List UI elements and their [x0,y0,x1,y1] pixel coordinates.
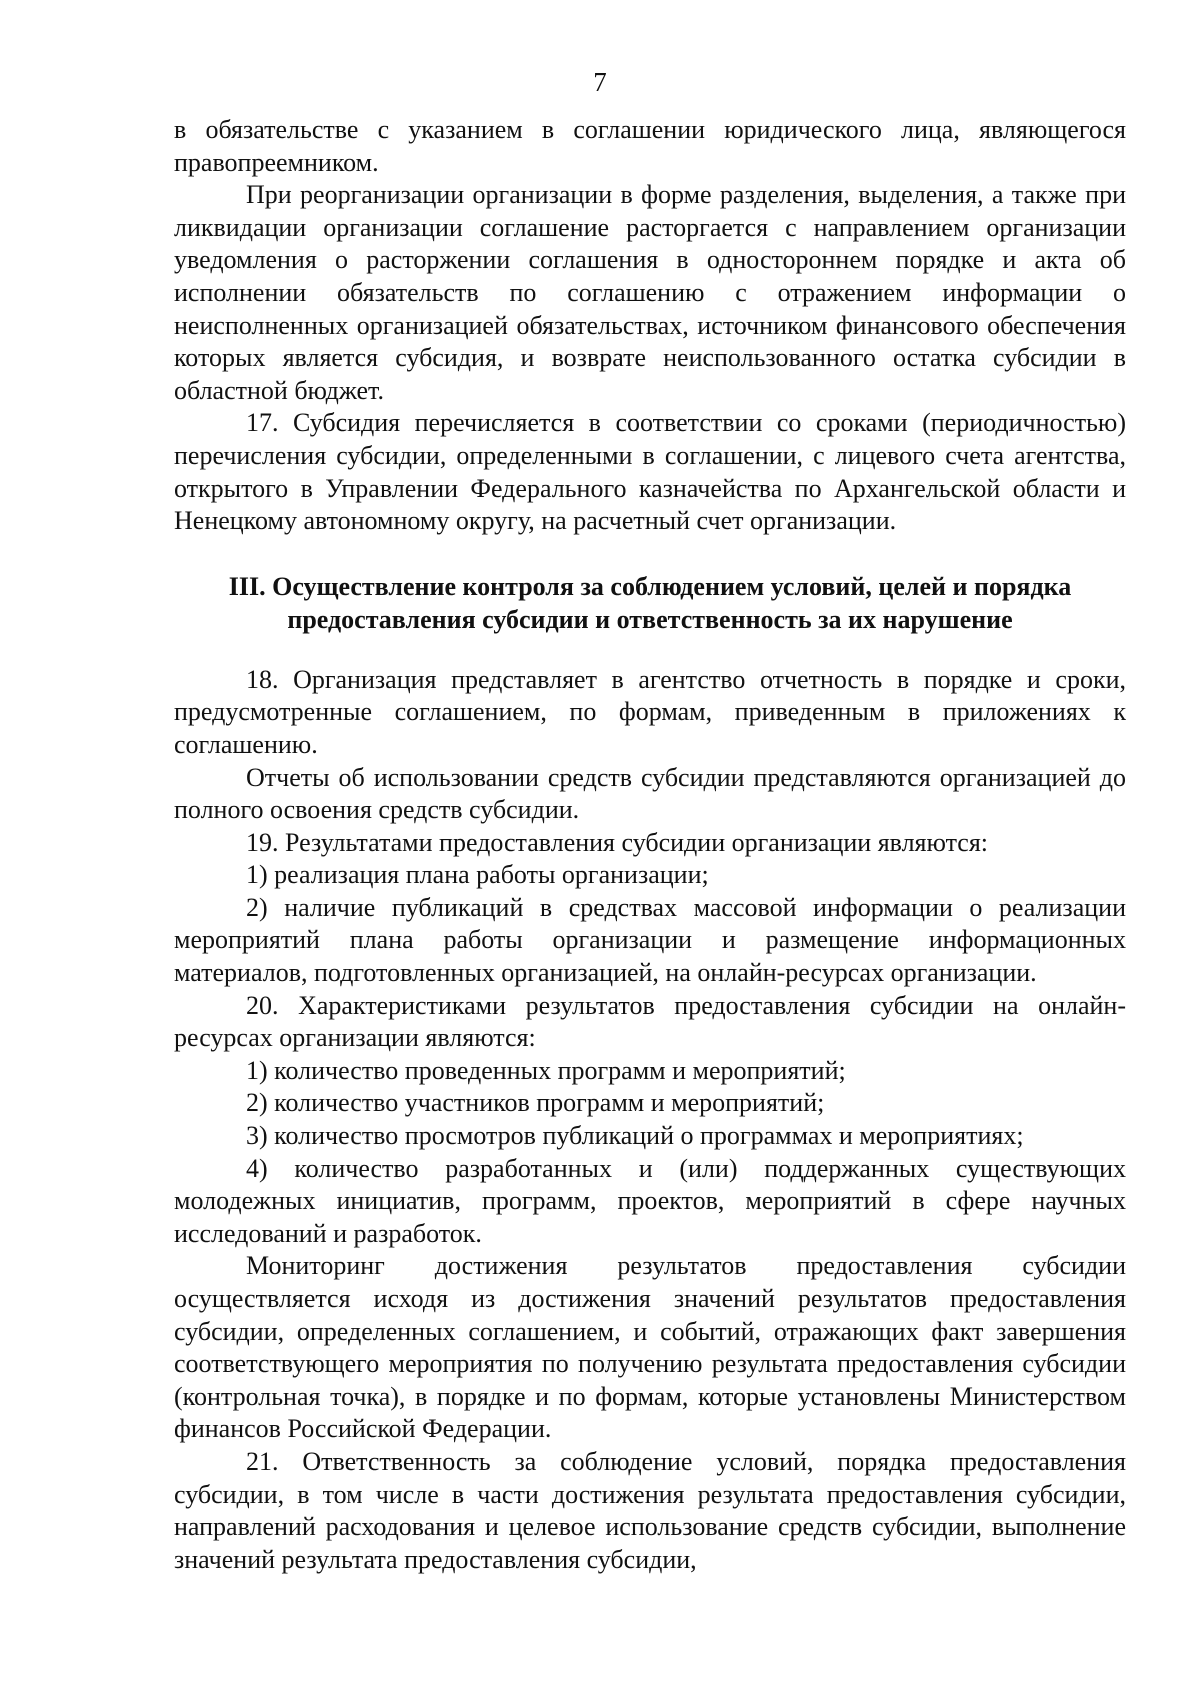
paragraph-20: 20. Характеристиками результатов предоставления субсидии на онлайн-ресурсах организации являются: [174,990,1126,1053]
list-item-20-1: 1) количество проведенных программ и мероприятий; [246,1055,846,1085]
paragraph-17: 17. Субсидия перечисляется в соответствии со сроками (периодичностью) перечисления субсидии, определенными в соглашении, с лицевого счета агентства, открытого в Управлении Федерального казначейства по Архангельской области и Ненецкому автономному округу, на расчетный счет организации. [174,408,1126,536]
section-heading-line-1: III. Осуществление контроля за соблюдением условий, целей и порядка [228,571,1072,601]
paragraph-18: 18. Организация представляет в агентство отчетность в порядке и сроки, предусмотренные соглашением, по формам, приведенным в приложениях к соглашению. [174,664,1126,759]
paragraph-continuation: в обязательстве с указанием в соглашении юридического лица, являющегося правопреемником. [174,115,1126,177]
paragraph-reorganization: При реорганизации организации в форме разделения, выделения, а также при ликвидации организации соглашение расторгается с направлением организации уведомления о расторжении соглашения в одностороннем порядке и акта об исполнении обязательств по соглашению с отражением информации о неисполненных организацией обязательствах, источником финансового обеспечения которых является субсидия, и возврате неиспользованного остатка субсидии в областной бюджет. [174,180,1126,405]
list-item-20-3: 3) количество просмотров публикаций о программах и мероприятиях; [246,1121,1024,1151]
paragraph-reports: Отчеты об использовании средств субсидии представляются организацией до полного освоения средств субсидии. [174,762,1126,825]
paragraph-19: 19. Результатами предоставления субсидии организации являются: [246,827,989,857]
document-body [174,114,1126,1576]
page-number: 7 [593,67,607,97]
section-heading-line-2: предоставления субсидии и ответственность за их нарушение [287,604,1013,634]
list-item-20-4: 4) количество разработанных и (или) поддержанных существующих молодежных инициатив, программ, проектов, мероприятий в сфере научных исследований и разработок. [174,1153,1126,1248]
list-item-19-2: 2) наличие публикаций в средствах массовой информации о реализации мероприятий плана работы организации и размещение информационных материалов, подготовленных организацией, на онлайн-ресурсах организации. [174,892,1126,988]
section-heading [174,570,1126,636]
paragraph-monitoring: Мониторинг достижения результатов предоставления субсидии осуществляется исходя из достижения значений результатов предоставления субсидии, определенных соглашением, и событий, отражающих факт завершения соответствующего мероприятия по получению результата предоставления субсидии (контрольная точка), в порядке и по формам, которые установлены Министерством финансов Российской Федерации. [174,1251,1126,1444]
list-item-20-2: 2) количество участников программ и мероприятий; [246,1088,825,1118]
paragraph-21: 21. Ответственность за соблюдение условий, порядка предоставления субсидии, в том числе в части достижения результата предоставления субсидии, направлений расходования и целевое использование средств субсидии, выполнение значений результата предоставления субсидии, [174,1446,1126,1574]
list-item-19-1: 1) реализация плана работы организации; [246,860,709,890]
